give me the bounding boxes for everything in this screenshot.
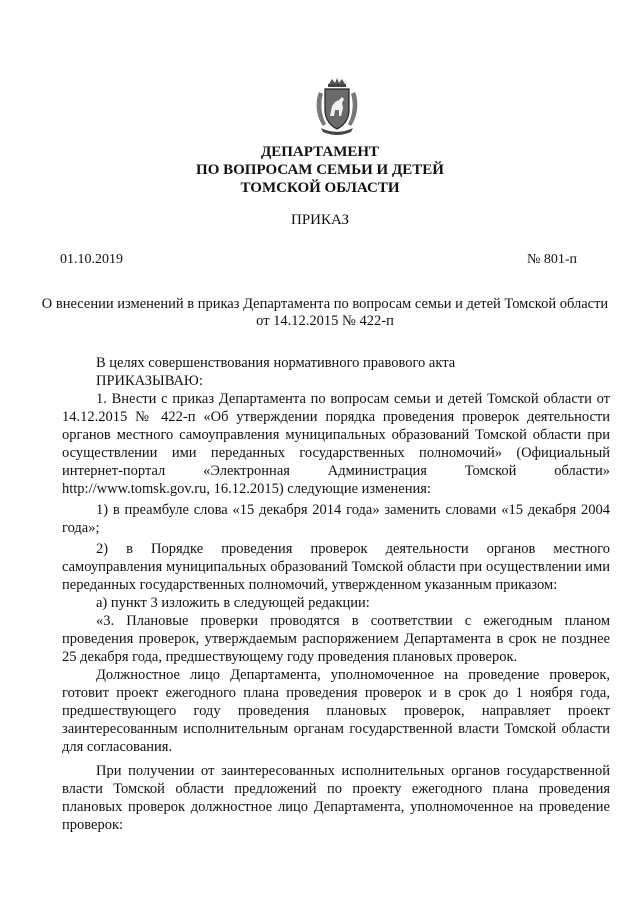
- subject-line-1: О внесении изменений в приказ Департамента по вопросам семьи и детей Томской области: [41, 296, 609, 312]
- document-body: [62, 354, 610, 834]
- document-date: 01.10.2019: [60, 252, 123, 267]
- document-subject: [40, 296, 610, 330]
- org-line-2: ПО ВОПРОСАМ СЕМЬИ И ДЕТЕЙ: [196, 162, 444, 178]
- paragraph-item-1-1: 1) в преамбуле слова «15 декабря 2014 года» заменить словами «15 декабря 2004 года»;: [62, 502, 610, 536]
- paragraph-preamble: В целях совершенствования нормативного правового акта: [96, 355, 456, 371]
- paragraph-order: ПРИКАЗЫВАЮ:: [96, 373, 203, 389]
- paragraph-responsible-person: Должностное лицо Департамента, уполномоченное на проведение проверок, готовит проект ежегодного плана проведения проверок и в срок до 1 ноября года, предшествующего году проведения плановых проверок, направляет проект заинтересованным исполнительным органам государственной власти Томской области для согласования.: [62, 667, 610, 755]
- paragraph-item-a: а) пункт 3 изложить в следующей редакции:: [96, 595, 370, 611]
- paragraph-clause-3: «3. Плановые проверки проводятся в соответствии с ежегодным планом проведения проверок, утверждаемым распоряжением Департамента в срок не позднее 25 декабря года, предшествующему году проведения плановых проверок.: [62, 613, 610, 665]
- org-line-3: ТОМСКОЙ ОБЛАСТИ: [240, 180, 400, 196]
- subject-line-2: от 14.12.2015 № 422-п: [256, 313, 394, 329]
- document-number: № 801-п: [527, 252, 578, 267]
- paragraph-item-1: 1. Внести с приказ Департамента по вопросам семьи и детей Томской области от 14.12.2015 № 422-п «Об утверждении порядка проведения проверок деятельности органов местного самоуправления муниципальных образований Томской области при осуществлении ими переданных государственных полномочий» (Официальный интернет-портал «Электронная Администрация Томской области» http://www.tomsk.gov.ru, 16.12.2015) следующие изменения:: [62, 391, 610, 497]
- document-type: ПРИКАЗ: [291, 212, 349, 228]
- tomsk-coat-of-arms-icon: [313, 78, 361, 136]
- paragraph-receiving-proposals: При получении от заинтересованных исполнительных органов государственной власти Томской области предложений по проекту ежегодного плана проведения плановых проверок должностное лицо Департамента, уполномоченное на проведение проверок:: [62, 763, 610, 833]
- org-line-1: ДЕПАРТАМЕНТ: [260, 144, 380, 160]
- organization-name: [0, 143, 640, 197]
- paragraph-item-1-2: 2) в Порядке проведения проверок деятельности органов местного самоуправления муниципальных образований Томской области при осуществлении ими переданных государственных полномочий, утвержденном указанным приказом:: [62, 541, 610, 593]
